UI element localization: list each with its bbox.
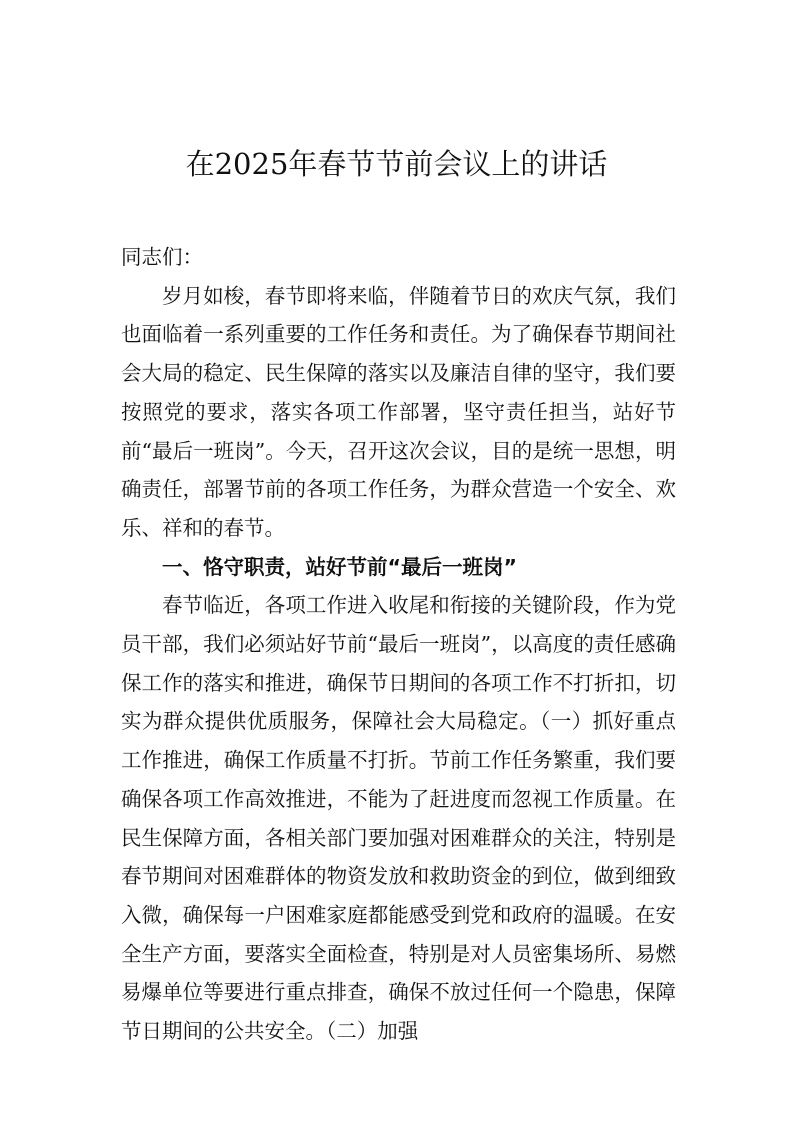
intro-paragraph: 岁月如梭，春节即将来临，伴随着节日的欢庆气氛，我们也面临着一系列重要的工作任务和责任。为了确保春节期间社会大局的稳定、民生保障的落实以及廉洁自律的坚守，我们要按照党的要求，落实各项工作部署，坚守责任担当，站好节前“最后一班岗”。今天，召开这次会议，目的是统一思想，明确责任，部署节前的各项工作任务，为群众营造一个安全、欢乐、祥和的春节。 bbox=[121, 283, 676, 540]
document-title: 在2025年春节节前会议上的讲话 bbox=[185, 147, 608, 181]
salutation: 同志们： bbox=[121, 245, 203, 269]
document-body bbox=[121, 238, 676, 1051]
section-heading-1: 一、恪守职责，站好节前“最后一班岗” bbox=[162, 554, 517, 579]
section-1-paragraph: 春节临近，各项工作进入收尾和衔接的关键阶段，作为党员干部，我们必须站好节前“最后一班岗”，以高度的责任感确保工作的落实和推进，确保节日期间的各项工作不打折扣，切实为群众提供优质服务，保障社会大局稳定。（一）抓好重点工作推进，确保工作质量不打折。节前工作任务繁重，我们要确保各项工作高效推进，不能为了赶进度而忽视工作质量。在民生保障方面，各相关部门要加强对困难群众的关注，特别是春节期间对困难群体的物资发放和救助资金的到位，做到细致入微，确保每一户困难家庭都能感受到党和政府的温暖。在安全生产方面，要落实全面检查，特别是对人员密集场所、易燃易爆单位等要进行重点排查，确保不放过任何一个隐患，保障节日期间的公共安全。（二）加强 bbox=[121, 593, 676, 1044]
